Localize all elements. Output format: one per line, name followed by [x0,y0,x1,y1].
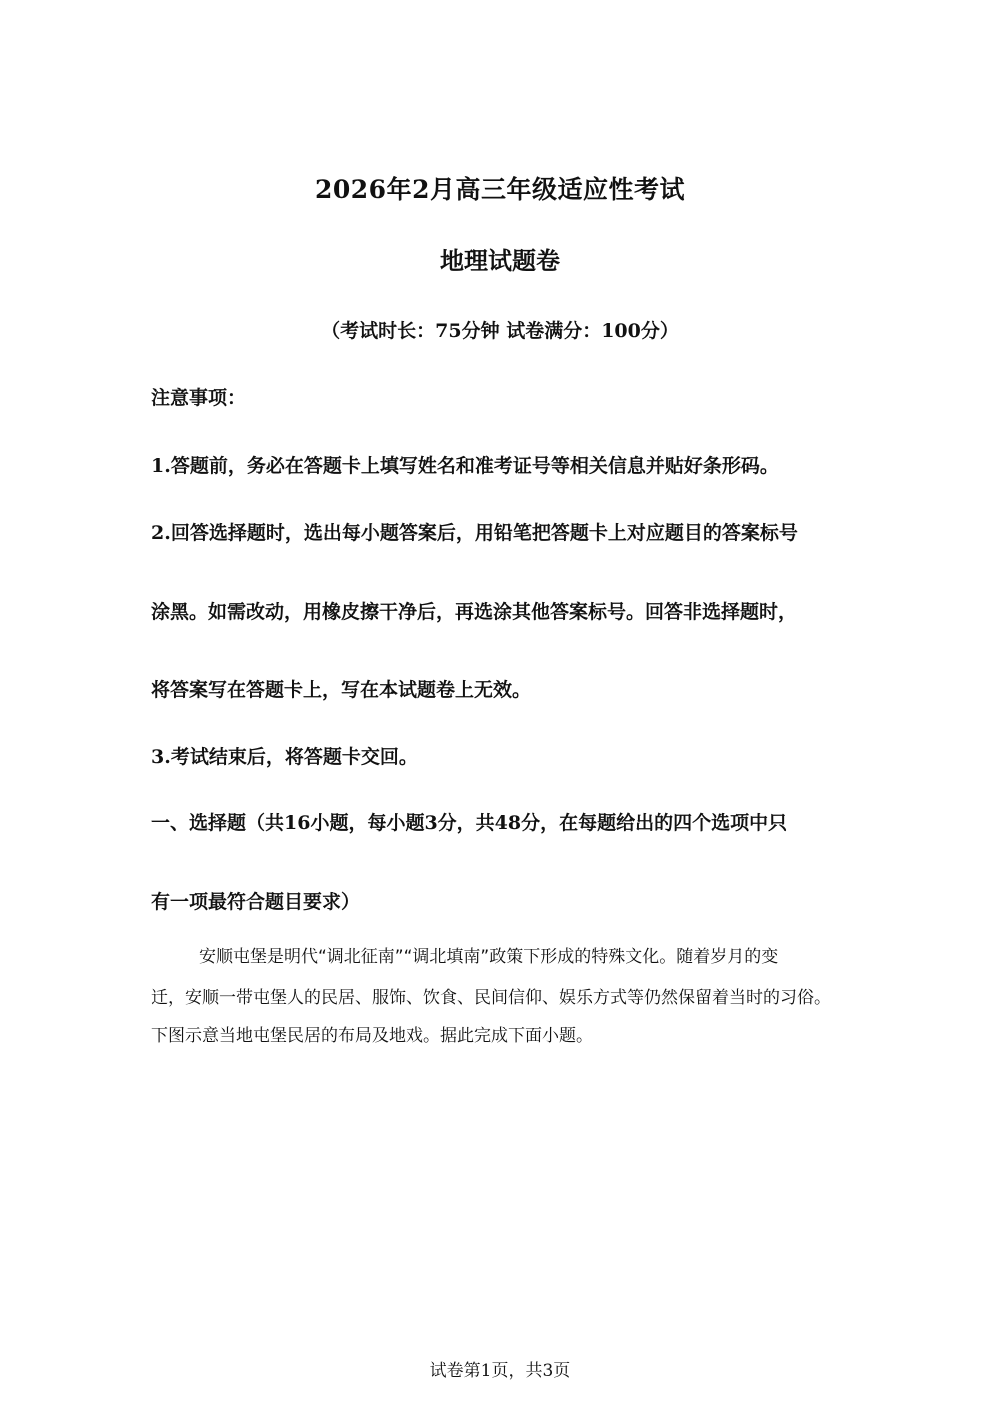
passage-line-2: 迁，安顺一带屯堡人的民居、服饰、饮食、民间信仰、娱乐方式等仍然保留着当时的习俗。 [151,988,831,1008]
notice-item-1: 1.答题前，务必在答题卡上填写姓名和准考证号等相关信息并贴好条形码。 [151,455,779,477]
notice-item-3: 3.考试结束后，将答题卡交回。 [151,746,418,768]
notice-item-2-line-2: 涂黑。如需改动，用橡皮擦干净后，再选涂其他答案标号。回答非选择题时， [151,601,798,623]
exam-title: 2026年2月高三年级适应性考试 [315,175,685,204]
passage-line-3: 下图示意当地屯堡民居的布局及地戏。据此完成下面小题。 [151,1026,593,1046]
notice-item-2-line-1: 2.回答选择题时，选出每小题答案后，用铅笔把答题卡上对应题目的答案标号 [151,522,798,544]
notice-item-2-line-3: 将答案写在答题卡上，写在本试题卷上无效。 [151,679,532,701]
section-heading-line-1: 一、选择题（共16小题，每小题3分，共48分，在每题给出的四个选项中只 [151,812,788,834]
exam-duration: （考试时长：75分钟 试卷满分：100分） [321,320,679,342]
notice-heading: 注意事项： [151,387,247,409]
passage-line-1: 安顺屯堡是明代“调北征南”“调北填南”政策下形成的特殊文化。随着岁月的变 [199,947,779,967]
page-footer: 试卷第1页，共3页 [429,1361,571,1381]
section-heading-line-2: 有一项最符合题目要求） [151,891,361,913]
exam-subtitle: 地理试题卷 [440,246,560,275]
